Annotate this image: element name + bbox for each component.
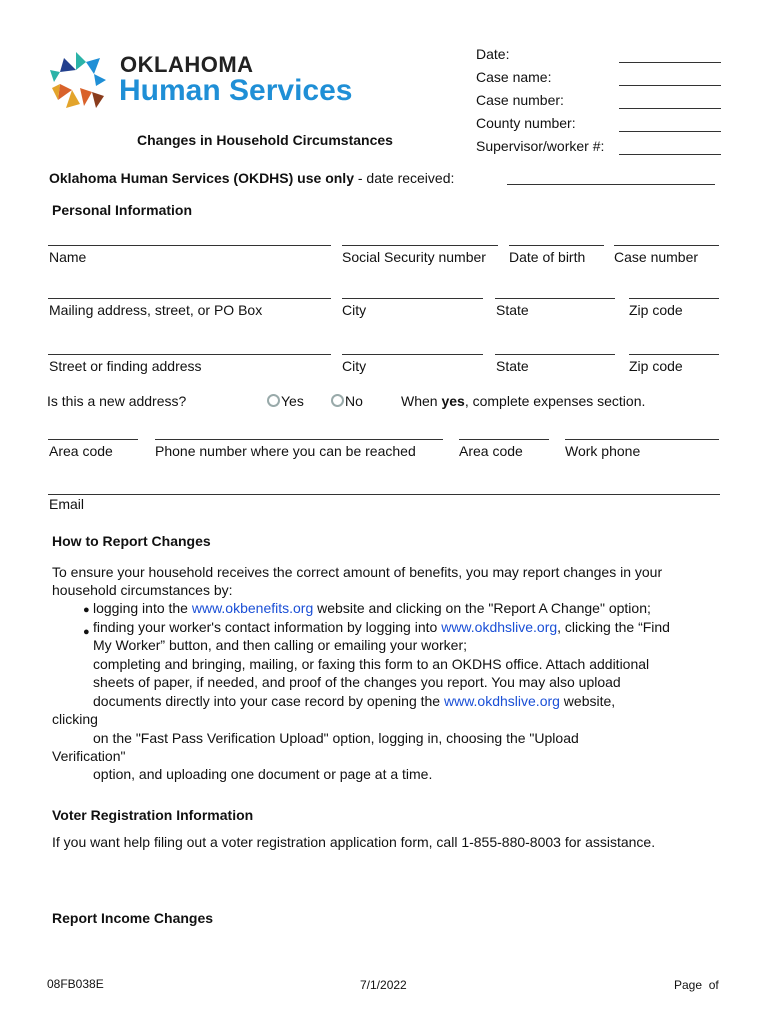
- zip1-field[interactable]: [629, 298, 719, 299]
- case-number-field[interactable]: [619, 108, 721, 109]
- b3-line3: [93, 693, 615, 709]
- case-number-field-2[interactable]: [614, 245, 719, 246]
- b1-post: website and clicking on the "Report A Change" option;: [313, 600, 651, 616]
- county-number-label: County number:: [476, 115, 576, 131]
- name-label: Name: [49, 249, 87, 265]
- okdhslive-link-2[interactable]: www.okdhslive.org: [443, 693, 560, 709]
- case-number-label: Case number:: [476, 92, 564, 108]
- name-field[interactable]: [48, 245, 331, 246]
- mailing-label: Mailing address, street, or PO Box: [49, 302, 263, 318]
- no-radio[interactable]: [331, 394, 344, 407]
- when-prefix: When: [401, 393, 442, 409]
- state2-label: State: [496, 358, 529, 374]
- area-code2-label: Area code: [459, 443, 523, 459]
- dob-field[interactable]: [509, 245, 604, 246]
- area-code1-field[interactable]: [48, 439, 138, 440]
- how-to-intro-2: household circumstances by:: [52, 582, 233, 598]
- city1-field[interactable]: [342, 298, 483, 299]
- bullet-2: [83, 622, 90, 638]
- b3-line3-post: website,: [559, 693, 616, 709]
- date-received-field[interactable]: [507, 184, 715, 185]
- supervisor-label: Supervisor/worker #:: [476, 138, 605, 154]
- b3-line1: completing and bringing, mailing, or faxing this form to an OKDHS office. Attach additional: [93, 656, 650, 672]
- form-date: 7/1/2022: [360, 978, 407, 992]
- street-label: Street or finding address: [49, 358, 202, 374]
- b3-line6: Verification": [52, 748, 126, 764]
- date-label: Date:: [476, 46, 510, 62]
- zip1-label: Zip code: [629, 302, 683, 318]
- bullet-1-text: [93, 600, 651, 616]
- work-phone-field[interactable]: [565, 439, 719, 440]
- personal-heading: Personal Information: [52, 202, 193, 218]
- city2-field[interactable]: [342, 354, 483, 355]
- dob-label: Date of birth: [509, 249, 586, 265]
- okdhslive-link-1[interactable]: www.okdhslive.org: [441, 619, 558, 635]
- b3-line4: clicking: [52, 711, 98, 727]
- b3-line3-pre: documents directly into your case record by opening the: [93, 693, 444, 709]
- city1-label: City: [342, 302, 367, 318]
- voter-text: If you want help filing out a voter registration application form, call 1-855-880-8003 for assistance.: [52, 834, 656, 850]
- voter-heading: Voter Registration Information: [52, 807, 254, 823]
- bullet-2-line2: My Worker” button, and then calling or emailing your worker;: [93, 637, 468, 653]
- how-to-heading: How to Report Changes: [52, 533, 211, 549]
- bullet-dot: ●: [83, 604, 90, 616]
- city2-label: City: [342, 358, 367, 374]
- no-option[interactable]: [331, 393, 363, 409]
- logo-star-icon: [46, 48, 110, 114]
- agency-logo: [46, 48, 356, 118]
- okbenefits-link[interactable]: www.okbenefits.org: [191, 600, 314, 616]
- yes-radio[interactable]: [267, 394, 280, 407]
- no-label: No: [345, 393, 363, 409]
- email-label: Email: [49, 496, 85, 512]
- b3-line7: option, and uploading one document or page at a time.: [93, 766, 433, 782]
- when-bold: yes: [441, 393, 465, 409]
- b1-pre: logging into the: [93, 600, 192, 616]
- b3-line5: on the "Fast Pass Verification Upload" option, logging in, choosing the "Upload: [93, 730, 579, 746]
- date-field[interactable]: [619, 62, 721, 63]
- county-number-field[interactable]: [619, 131, 721, 132]
- state1-label: State: [496, 302, 529, 318]
- case-name-label: Case name:: [476, 69, 552, 85]
- case-name-field[interactable]: [619, 85, 721, 86]
- b3-line2: sheets of paper, if needed, and proof of the changes you report. You may also upload: [93, 674, 621, 690]
- phone-field[interactable]: [155, 439, 443, 440]
- street-field[interactable]: [48, 354, 331, 355]
- new-address-question: Is this a new address?: [47, 393, 187, 409]
- email-field[interactable]: [48, 494, 720, 495]
- yes-option[interactable]: [267, 393, 304, 409]
- okdhs-use-suffix: - date received:: [353, 170, 455, 186]
- bullet-2-text: [93, 619, 670, 635]
- form-title: Changes in Household Circumstances: [137, 132, 393, 148]
- area-code1-label: Area code: [49, 443, 113, 459]
- case-number-label-2: Case number: [614, 249, 699, 265]
- area-code2-field[interactable]: [459, 439, 549, 440]
- income-heading: Report Income Changes: [52, 910, 214, 926]
- logo-line2: Human Services: [119, 74, 353, 107]
- mailing-field[interactable]: [48, 298, 331, 299]
- b2-pre: finding your worker's contact information by logging into: [93, 619, 442, 635]
- b2-post: , clicking the “Find: [557, 619, 670, 635]
- work-phone-label: Work phone: [565, 443, 641, 459]
- ssn-label: Social Security number: [342, 249, 486, 265]
- bullet-1: [83, 600, 90, 616]
- yes-label: Yes: [281, 393, 304, 409]
- state1-field[interactable]: [495, 298, 615, 299]
- zip2-field[interactable]: [629, 354, 719, 355]
- phone-label: Phone number where you can be reached: [155, 443, 416, 459]
- bullet-dot: ●: [83, 626, 90, 638]
- form-code: 08FB038E: [47, 977, 104, 991]
- okdhs-use-bold: Oklahoma Human Services (OKDHS) use only: [49, 170, 354, 186]
- supervisor-field[interactable]: [619, 154, 721, 155]
- logo-line1: OKLAHOMA: [120, 52, 254, 77]
- zip2-label: Zip code: [629, 358, 683, 374]
- ssn-field[interactable]: [342, 245, 498, 246]
- okdhs-use-label: [49, 170, 454, 186]
- page-number: Page of: [674, 978, 719, 992]
- when-suffix: , complete expenses section.: [464, 393, 646, 409]
- how-to-intro-1: To ensure your household receives the correct amount of benefits, you may report changes in your: [52, 564, 663, 580]
- when-yes-note: [401, 393, 645, 409]
- state2-field[interactable]: [495, 354, 615, 355]
